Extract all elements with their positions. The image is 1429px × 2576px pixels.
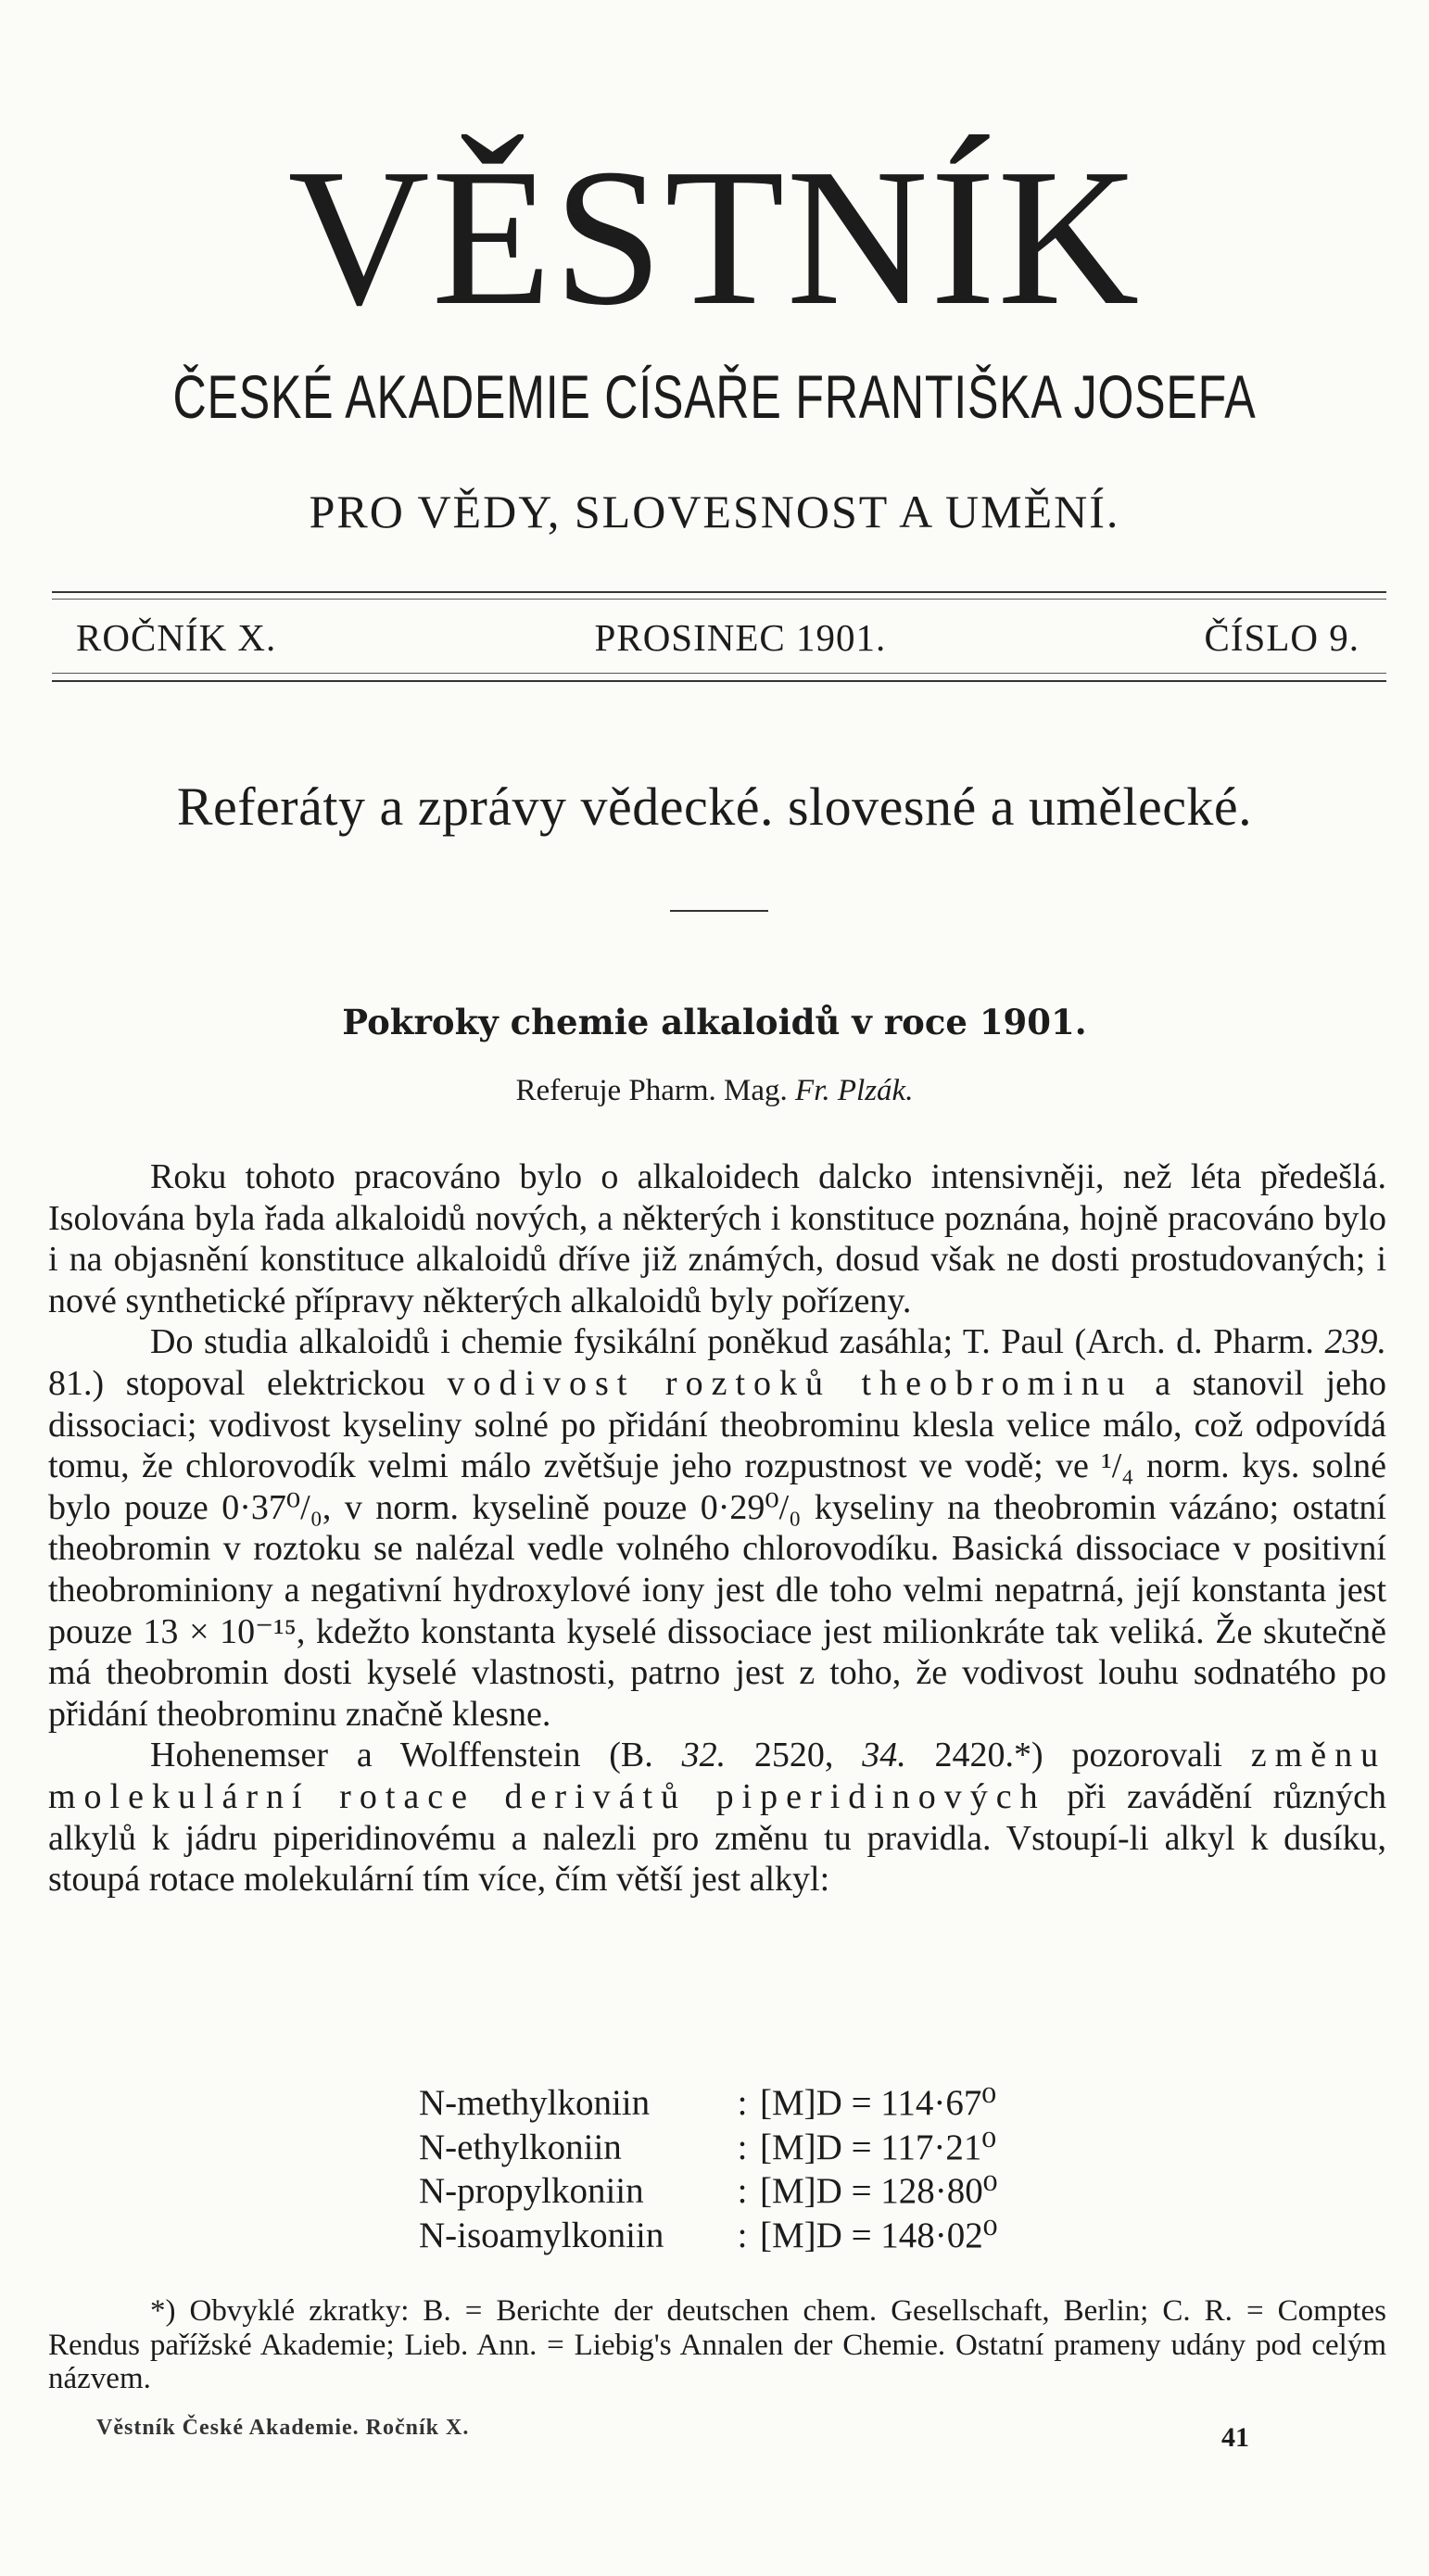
rotation-value: [M]D = 114·67⁰ bbox=[760, 2083, 996, 2123]
journal-footer: Věstník České Akademie. Ročník X. bbox=[96, 2416, 470, 2440]
formula-row: N-propylkoniin : [M]D = 128·80⁰ bbox=[419, 2169, 1038, 2214]
issue-number: ČÍSLO 9. bbox=[1204, 616, 1359, 659]
rotation-value: [M]D = 117·21⁰ bbox=[760, 2127, 996, 2167]
rotation-table bbox=[419, 2081, 1038, 2257]
rotation-value: [M]D = 148·02⁰ bbox=[760, 2215, 998, 2255]
spaced-emphasis: vodivost roztoků theobrominu bbox=[447, 1363, 1133, 1403]
issue-volume: ROČNÍK X. bbox=[76, 616, 277, 659]
article-byline bbox=[0, 1071, 1429, 1110]
paragraph-3: Hohenemser a Wolffenstein (B. 32. 2520, 34. 2420.*) pozorovali změnu molekulární rotace derivátů piperidinových při zavádění různých alkylů k jádru piperidinovému a nalezli pro změnu tu pravidla. Vstoupí-li alkyl k dusíku, stoupá rotace molekulární tím více, čím větší jest alkyl: bbox=[48, 1736, 1387, 1900]
journal-volume-ref: 239. bbox=[1324, 1322, 1386, 1362]
rotation-value: [M]D = 128·80⁰ bbox=[760, 2171, 998, 2211]
formula-row: N-ethylkoniin : [M]D = 117·21⁰ bbox=[419, 2126, 1038, 2170]
journal-volume-ref: 32. bbox=[681, 1736, 727, 1775]
masthead-subtitle: ČESKÉ AKADEMIE CÍSAŘE FRANTIŠKA JOSEFA bbox=[172, 362, 1257, 431]
masthead-title: VĚSTNÍK bbox=[287, 128, 1142, 346]
formula-row: N-isoamylkoniin : [M]D = 148·02⁰ bbox=[419, 2214, 1038, 2258]
masthead-subtitle-2: PRO VĚDY, SLOVESNOST A UMĚNÍ. bbox=[309, 486, 1120, 537]
article-body bbox=[48, 1156, 1386, 1900]
compound-name: N-methylkoniin bbox=[419, 2083, 651, 2123]
compound-name: N-ethylkoniin bbox=[419, 2127, 622, 2167]
paragraph-2: Do studia alkaloidů i chemie fysikální poněkud zasáhla; T. Paul (Arch. d. Pharm. 239. 81.) stopoval elektrickou vodivost roztoků theobrominu a stanovil jeho dissociaci; vodivost kyseliny solné po přidání theobrominu klesla velice málo, což odpovídá tomu, že chlorovodík velmi málo zvětšuje jeho rozpustnost ve vodě; ve ¹/₄ norm. kys. solné bylo pouze 0·37⁰/₀, v norm. kyselině pouze 0·29⁰/₀ kyseliny na theobromin vázáno; ostatní theobromin v roztoku se nalézal vedle volného chlorovodíku. Basická dissociace v positivní theobrominiony a negativní hydroxylové iony jest dle toho velmi nepatrná, její konstanta jest pouze 13 × 10⁻¹⁵, kdežto konstanta kyselé dissociace jest milionkráte tak veliká. Že skutečně má theobromin dosti kyselé vlastnosti, patrno jest z toho, že vodivost louhu sodnatého po přidání theobrominu značně klesne. bbox=[48, 1322, 1386, 1734]
page-number: 41 bbox=[1221, 2422, 1249, 2453]
section-divider bbox=[670, 910, 768, 912]
paragraph-1: Roku tohoto pracováno bylo o alkaloidech dalcko intensivněji, než léta předešlá. Isolována byla řada alkaloidů nových, a některých i konstituce poznána, hojně pracováno bylo i na objasnění konstituce alkaloidů dříve již známých, dosud však ne dosti prostudovaných; i nové synthetické přípravy některých alkaloidů byly pořízeny. bbox=[48, 1157, 1386, 1320]
bottom-rule bbox=[52, 680, 1386, 682]
journal-volume-ref: 34. bbox=[862, 1736, 906, 1775]
article-title: Pokroky chemie alkaloidů v roce 1901. bbox=[342, 1002, 1087, 1042]
bottom-rule-thin bbox=[52, 673, 1386, 674]
spaced-emphasis: změnu molekulární rotace derivátů piperidinových bbox=[48, 1736, 1387, 1816]
issue-info-row bbox=[76, 612, 1359, 663]
top-rule-thin bbox=[52, 599, 1386, 600]
issue-date: PROSINEC 1901. bbox=[594, 616, 887, 659]
footnote: *) Obvyklé zkratky: B. = Berichte der deutschen chem. Gesellschaft, Berlin; C. R. = Comptes Rendus pařížské Akademie; Lieb. Ann. = Liebig's Annalen der Chemie. Ostatní prameny udány pod celým názvem. bbox=[48, 2294, 1386, 2395]
section-title: Referáty a zprávy vědecké. slovesné a umělecké. bbox=[176, 777, 1253, 837]
formula-row: N-methylkoniin : [M]D = 114·67⁰ bbox=[419, 2081, 1038, 2126]
top-rule bbox=[52, 591, 1386, 593]
compound-name: N-isoamylkoniin bbox=[419, 2215, 664, 2255]
byline-author: Fr. Plzák. bbox=[795, 1074, 914, 1107]
compound-name: N-propylkoniin bbox=[419, 2171, 644, 2211]
byline-prefix: Referuje Pharm. Mag. bbox=[515, 1074, 788, 1107]
